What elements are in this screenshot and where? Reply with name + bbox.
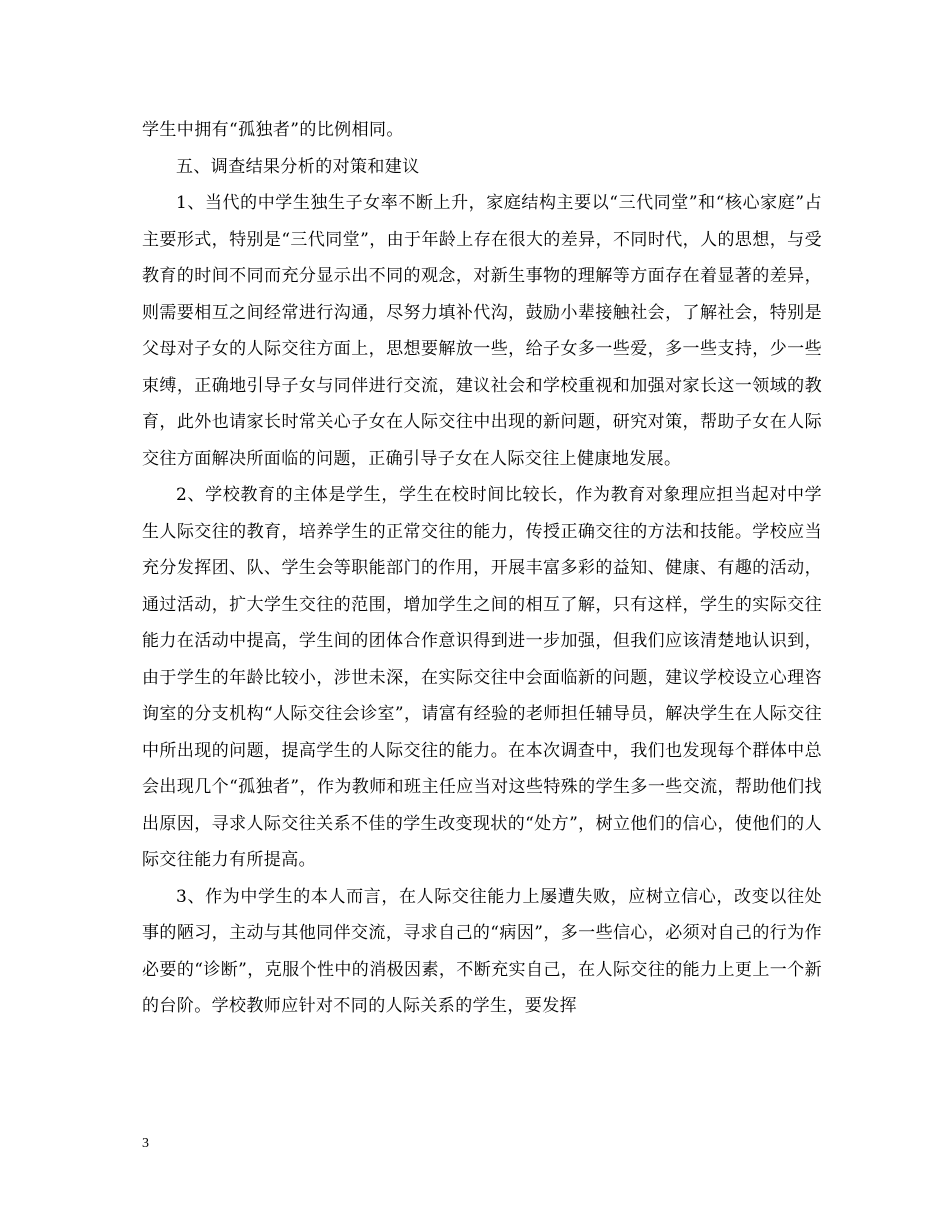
body-text <box>142 112 822 1025</box>
paragraph-1: 1、当代的中学生独生子女率不断上升，家庭结构主要以“三代同堂”和“核心家庭”占主要形式，特别是“三代同堂”，由于年龄上存在很大的差异，不同时代，人的思想，与受教育的时间不同而充分显示出不同的观念，对新生事物的理解等方面存在着显著的差异，则需要相互之间经常进行沟通，尽努力填补代沟，鼓励小辈接触社会，了解社会，特别是父母对子女的人际交往方面上，思想要解放一些，给子女多一些爱，多一些支持，少一些束缚，正确地引导子女与同伴进行交流，建议社会和学校重视和加强对家长这一领域的教育，此外也请家长时常关心子女在人际交往中出现的新问题，研究对策，帮助子女在人际交往方面解决所面临的问题，正确引导子女在人际交往上健康地发展。 <box>142 193 822 469</box>
paragraph-continuation: 学生中拥有“孤独者”的比例相同。 <box>142 120 404 140</box>
paragraph-2: 2、学校教育的主体是学生，学生在校时间比较长，作为教育对象理应担当起对中学生人际交往的教育，培养学生的正常交往的能力，传授正确交往的方法和技能。学校应当充分发挥团、队、学生会等职能部门的作用，开展丰富多彩的益知、健康、有趣的活动，通过活动，扩大学生交往的范围，增加学生之间的相互了解，只有这样，学生的实际交往能力在活动中提高，学生间的团体合作意识得到进一步加强，但我们应该清楚地认识到，由于学生的年龄比较小，涉世未深，在实际交往中会面临新的问题，建议学校设立心理咨询室的分支机构“人际交往会诊室”，请富有经验的老师担任辅导员，解决学生在人际交往中所出现的问题，提高学生的人际交往的能力。在本次调查中，我们也发现每个群体中总会出现几个“孤独者”，作为教师和班主任应当对这些特殊的学生多一些交流，帮助他们找出原因，寻求人际交往关系不佳的学生改变现状的“处方”，树立他们的信心，使他们的人际交往能力有所提高。 <box>142 485 822 870</box>
page-number: 3 <box>142 1136 149 1151</box>
section-heading: 五、调查结果分析的对策和建议 <box>176 156 420 177</box>
paragraph-3: 3、作为中学生的本人而言，在人际交往能力上屡遭失败，应树立信心，改变以往处事的陋习，主动与其他同伴交流，寻求自己的“病因”，多一些信心，必须对自己的行为作必要的“诊断”，克服个性中的消极因素，不断充实自己，在人际交往的能力上更上一个新的台阶。学校教师应针对不同的人际关系的学生，要发挥 <box>142 886 822 1016</box>
